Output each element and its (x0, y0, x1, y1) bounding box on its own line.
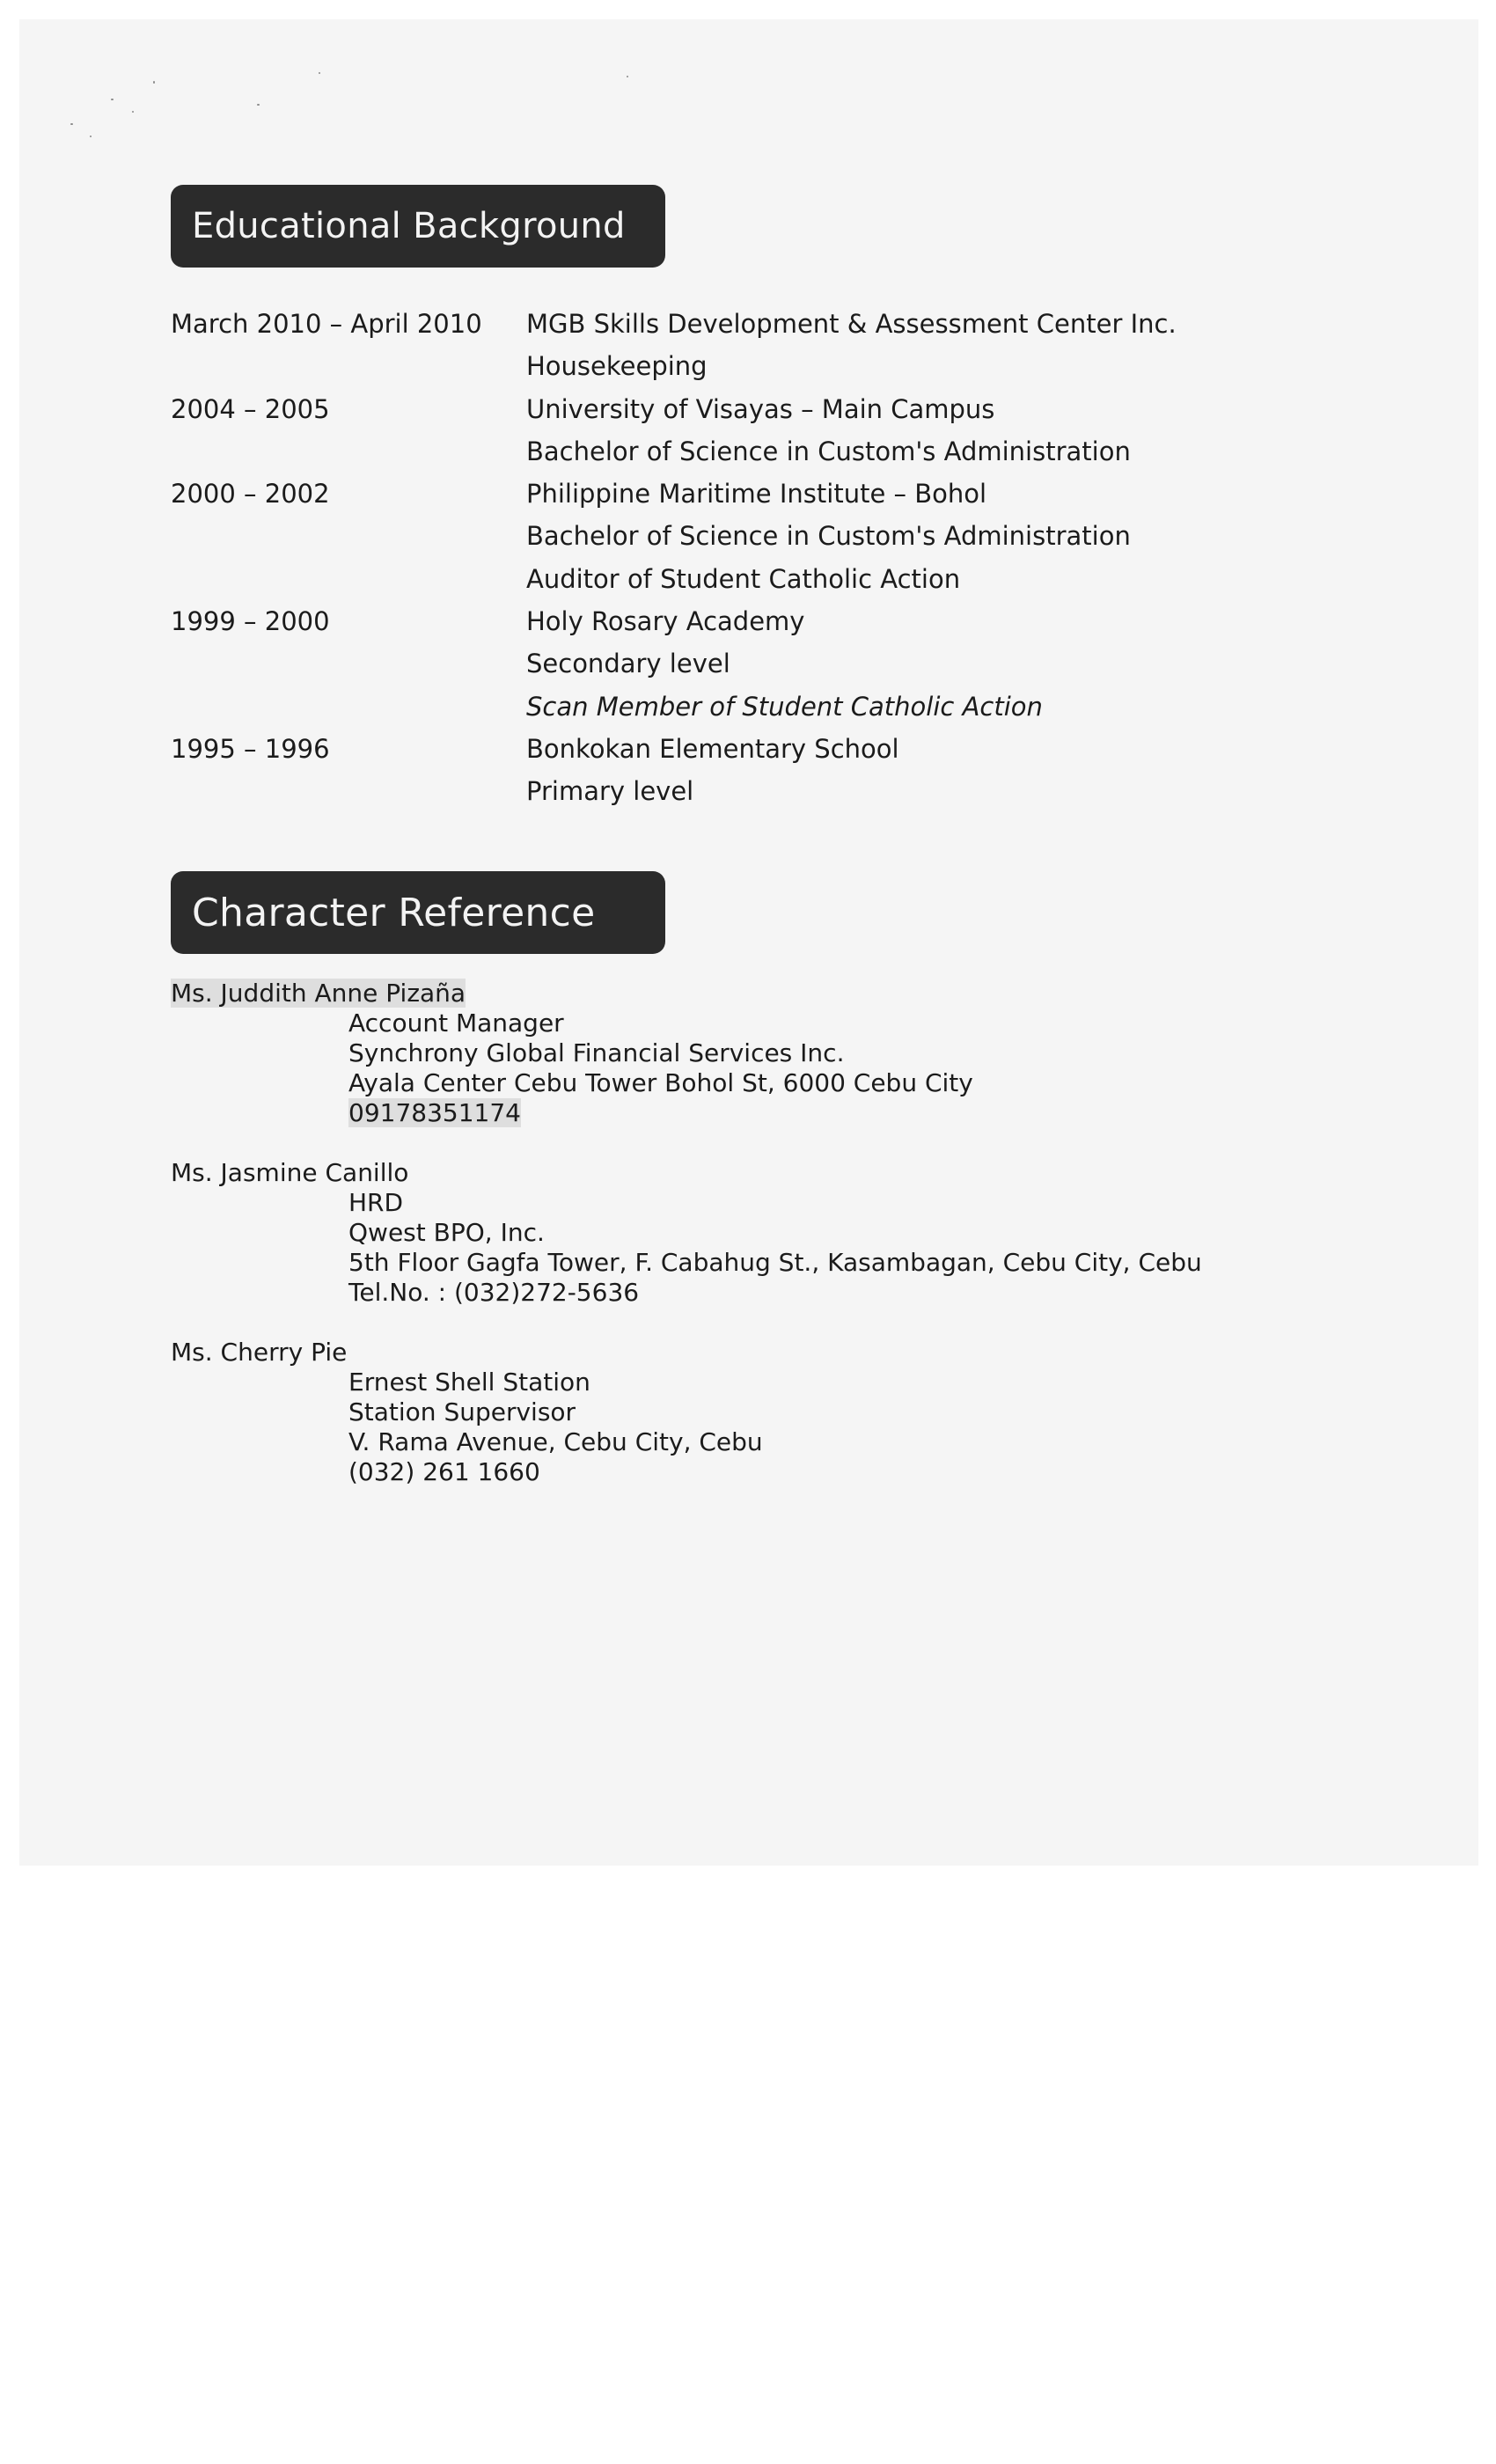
character-reference-header (171, 871, 665, 954)
education-detail-line: Primary level (526, 776, 694, 807)
education-detail-line: Bachelor of Science in Custom's Administration (526, 521, 1131, 552)
scan-speck (627, 76, 628, 77)
reference-detail-line: Synchrony Global Financial Services Inc. (348, 1038, 845, 1067)
reference-phone: Tel.No. : (032)272-5636 (348, 1278, 640, 1307)
reference-detail-line: 5th Floor Gagfa Tower, F. Cabahug St., Kasambagan, Cebu City, Cebu (348, 1248, 1202, 1277)
education-detail-line: Philippine Maritime Institute – Bohol (526, 479, 987, 510)
reference-detail-line: Station Supervisor (348, 1397, 576, 1426)
reference-name: Ms. Cherry Pie (171, 1338, 348, 1367)
education-date: 1995 – 1996 (171, 733, 330, 764)
education-details (526, 303, 1227, 388)
education-details (526, 473, 1227, 600)
education-detail-line: Secondary level (526, 649, 730, 679)
reference-detail-line: V. Rama Avenue, Cebu City, Cebu (348, 1427, 763, 1456)
education-details (526, 388, 1227, 473)
scan-speck (257, 104, 260, 106)
education-entry (171, 303, 1227, 388)
education-details (526, 600, 1227, 728)
educational-background-title: Educational Background (192, 206, 626, 246)
reference-details (171, 1008, 1315, 1128)
reference-entry (171, 1158, 1315, 1308)
education-detail-line: Bachelor of Science in Custom's Administration (526, 436, 1131, 466)
educational-background-header (171, 185, 665, 268)
scan-speck (153, 81, 155, 84)
reference-phone: (032) 261 1660 (348, 1457, 540, 1486)
education-detail-line: Holy Rosary Academy (526, 606, 805, 637)
reference-entry (171, 979, 1315, 1128)
education-entry (171, 600, 1227, 728)
education-date: 1999 – 2000 (171, 606, 330, 637)
education-entry (171, 388, 1227, 473)
education-detail-line: Housekeeping (526, 351, 708, 382)
education-detail-line: MGB Skills Development & Assessment Center Inc. (526, 309, 1177, 339)
reference-detail-line: Account Manager (348, 1008, 564, 1038)
reference-detail-line: Qwest BPO, Inc. (348, 1218, 545, 1247)
reference-detail-line: Ernest Shell Station (348, 1368, 590, 1397)
reference-name: Ms. Jasmine Canillo (171, 1158, 409, 1187)
reference-detail-line (348, 1098, 1315, 1128)
reference-detail-line: Ayala Center Cebu Tower Bohol St, 6000 Cebu City (348, 1068, 973, 1097)
reference-details (171, 1188, 1315, 1308)
scan-speck (132, 111, 134, 113)
reference-details (171, 1368, 1315, 1487)
education-list (171, 303, 1227, 813)
education-date: 2004 – 2005 (171, 393, 330, 424)
reference-entry (171, 1338, 1315, 1487)
education-entry (171, 473, 1227, 600)
reference-list (171, 979, 1315, 1517)
scan-speck (111, 99, 114, 100)
reference-detail-line: HRD (348, 1188, 404, 1217)
scan-speck (319, 72, 320, 74)
education-detail-line: University of Visayas – Main Campus (526, 393, 995, 424)
education-date: 2000 – 2002 (171, 479, 330, 510)
education-entry (171, 728, 1227, 813)
education-detail-line: Scan Member of Student Catholic Action (526, 691, 1043, 722)
education-detail-line: Auditor of Student Catholic Action (526, 563, 961, 594)
reference-name (171, 979, 1315, 1008)
character-reference-title: Character Reference (192, 890, 596, 935)
education-details (526, 728, 1227, 813)
reference-phone: 09178351174 (348, 1098, 521, 1127)
education-detail-line: Bonkokan Elementary School (526, 733, 899, 764)
scan-speck (70, 123, 73, 125)
education-date: March 2010 – April 2010 (171, 309, 482, 339)
scan-speck (90, 136, 92, 137)
reference-name-text: Ms. Juddith Anne Pizaña (171, 979, 466, 1008)
